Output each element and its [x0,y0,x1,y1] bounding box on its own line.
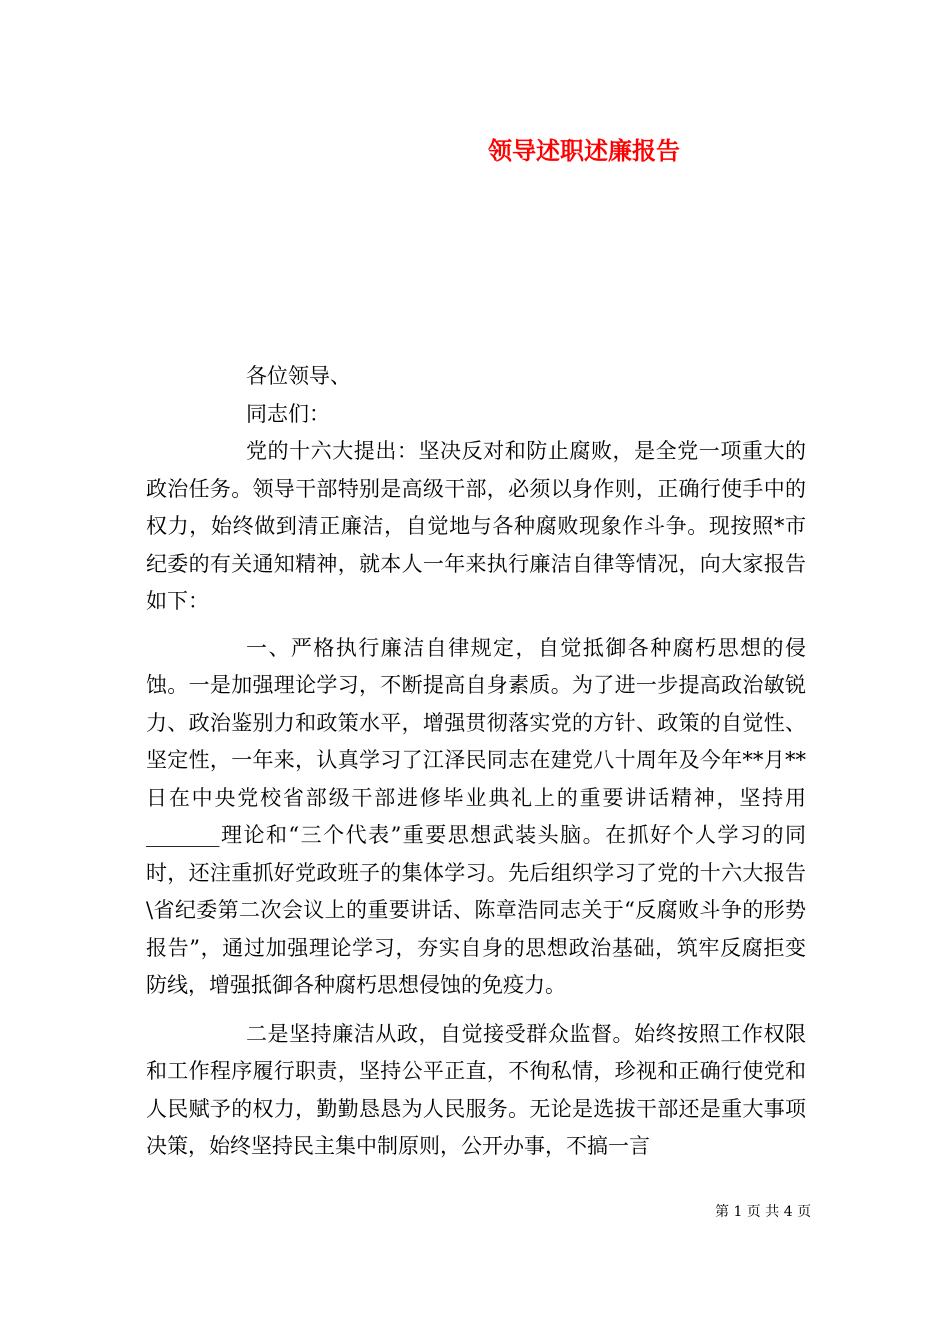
paragraph-intro: 党的十六大提出：坚决反对和防止腐败，是全党一项重大的政治任务。领导干部特别是高级干部，必须以身作则，正确行使手中的权力，始终做到清正廉洁，自觉地与各种腐败现象作斗争。现按照*市纪委的有关通知精神，就本人一年来执行廉洁自律等情况，向大家报告如下： [146,439,806,613]
document-title: 领导述职述廉报告 [488,136,680,165]
paragraph-section-one: 一、严格执行廉洁自律规定，自觉抵御各种腐朽思想的侵蚀。一是加强理论学习，不断提高自身素质。为了进一步提高政治敏锐力、政治鉴别力和政策水平，增强贯彻落实党的方针、政策的自觉性、坚定性，一年来，认真学习了江泽民同志在建党八十周年及今年**月**日在中央党校省部级干部进修毕业典礼上的重要讲话精神，坚持用_______理论和“三个代表”重要思想武装头脑。在抓好个人学习的同时，还注重抓好党政班子的集体学习。先后组织学习了党的十六大报告\省纪委第二次会议上的重要讲话、陈章浩同志关于“反腐败斗争的形势报告”，通过加强理论学习，夯实自身的思想政治基础，筑牢反腐拒变防线，增强抵御各种腐朽思想侵蚀的免疫力。 [146,635,806,997]
salutation-leaders: 各位领导、 [246,364,351,388]
document-body [146,358,806,1166]
page-number-footer: 第 1 页 共 4 页 [715,1204,812,1220]
salutation-comrades: 同志们： [246,401,330,426]
paragraph-section-two: 二是坚持廉洁从政，自觉接受群众监督。始终按照工作权限和工作程序履行职责，坚持公平正直，不徇私情，珍视和正确行使党和人民赋予的权力，勤勤恳恳为人民服务。无论是选拔干部还是重大事项决策，始终坚持民主集中制原则，公开办事，不搞一言 [146,1021,806,1158]
